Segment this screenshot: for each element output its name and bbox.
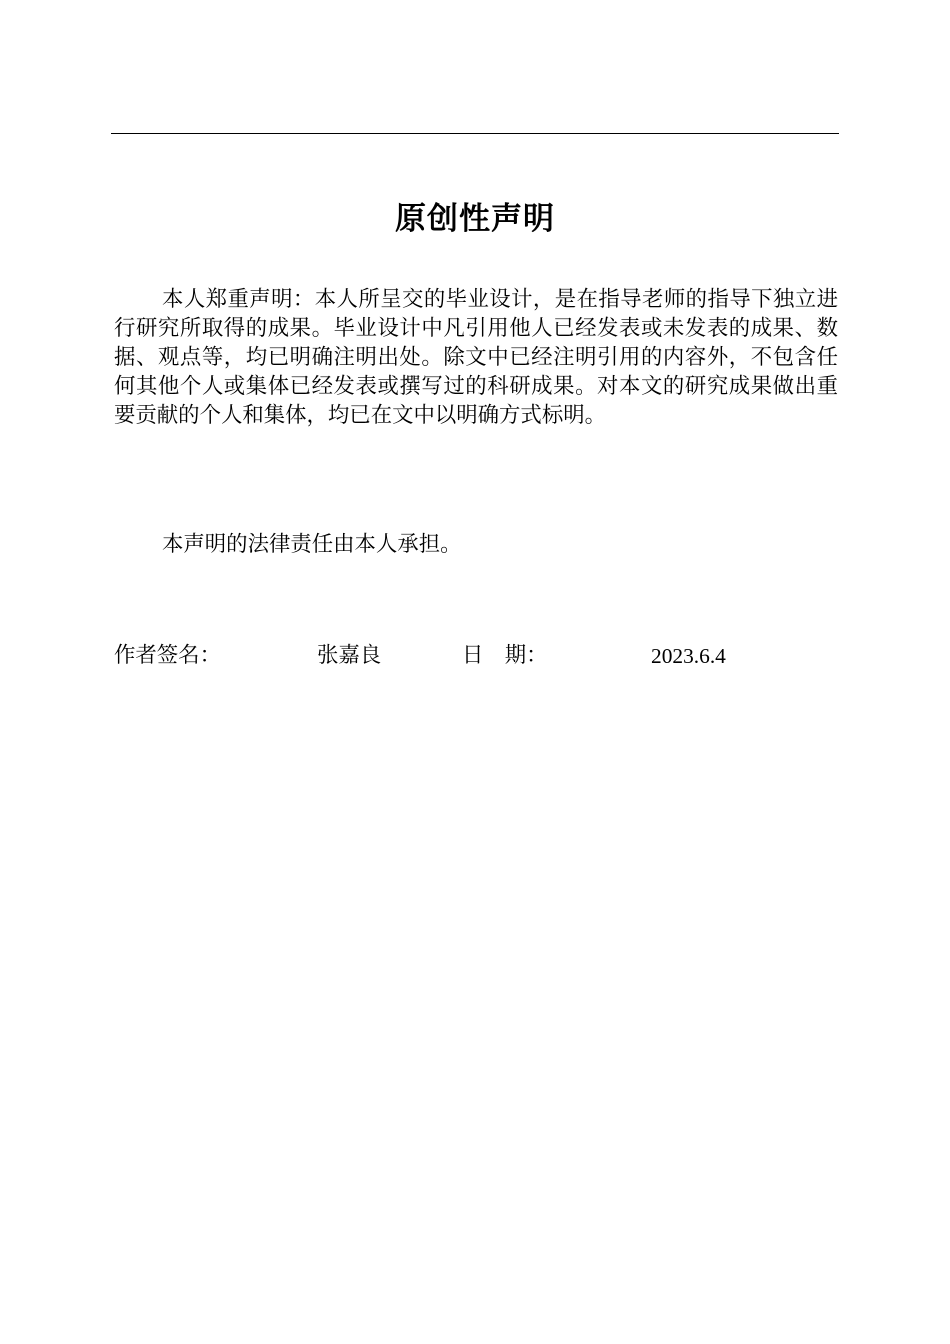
- date-label: 日 期：: [462, 643, 548, 668]
- date-value: 2023.6.4: [651, 644, 726, 668]
- author-signature-label: 作者签名：: [114, 643, 221, 668]
- page-title: 原创性声明: [395, 201, 555, 237]
- liability-paragraph: 本声明的法律责任由本人承担。: [162, 532, 462, 557]
- author-name: 张嘉良: [317, 643, 382, 668]
- header-rule: [111, 133, 839, 134]
- signature-row: [0, 641, 950, 671]
- declaration-paragraph: 本人郑重声明：本人所呈交的毕业设计，是在指导老师的指导下独立进行研究所取得的成果。毕业设计中凡引用他人已经发表或未发表的成果、数据、观点等，均已明确注明出处。除文中已经注明引用的内容外，不包含任何其他个人或集体已经发表或撰写过的科研成果。对本文的研究成果做出重要贡献的个人和集体，均已在文中以明确方式标明。: [114, 287, 838, 428]
